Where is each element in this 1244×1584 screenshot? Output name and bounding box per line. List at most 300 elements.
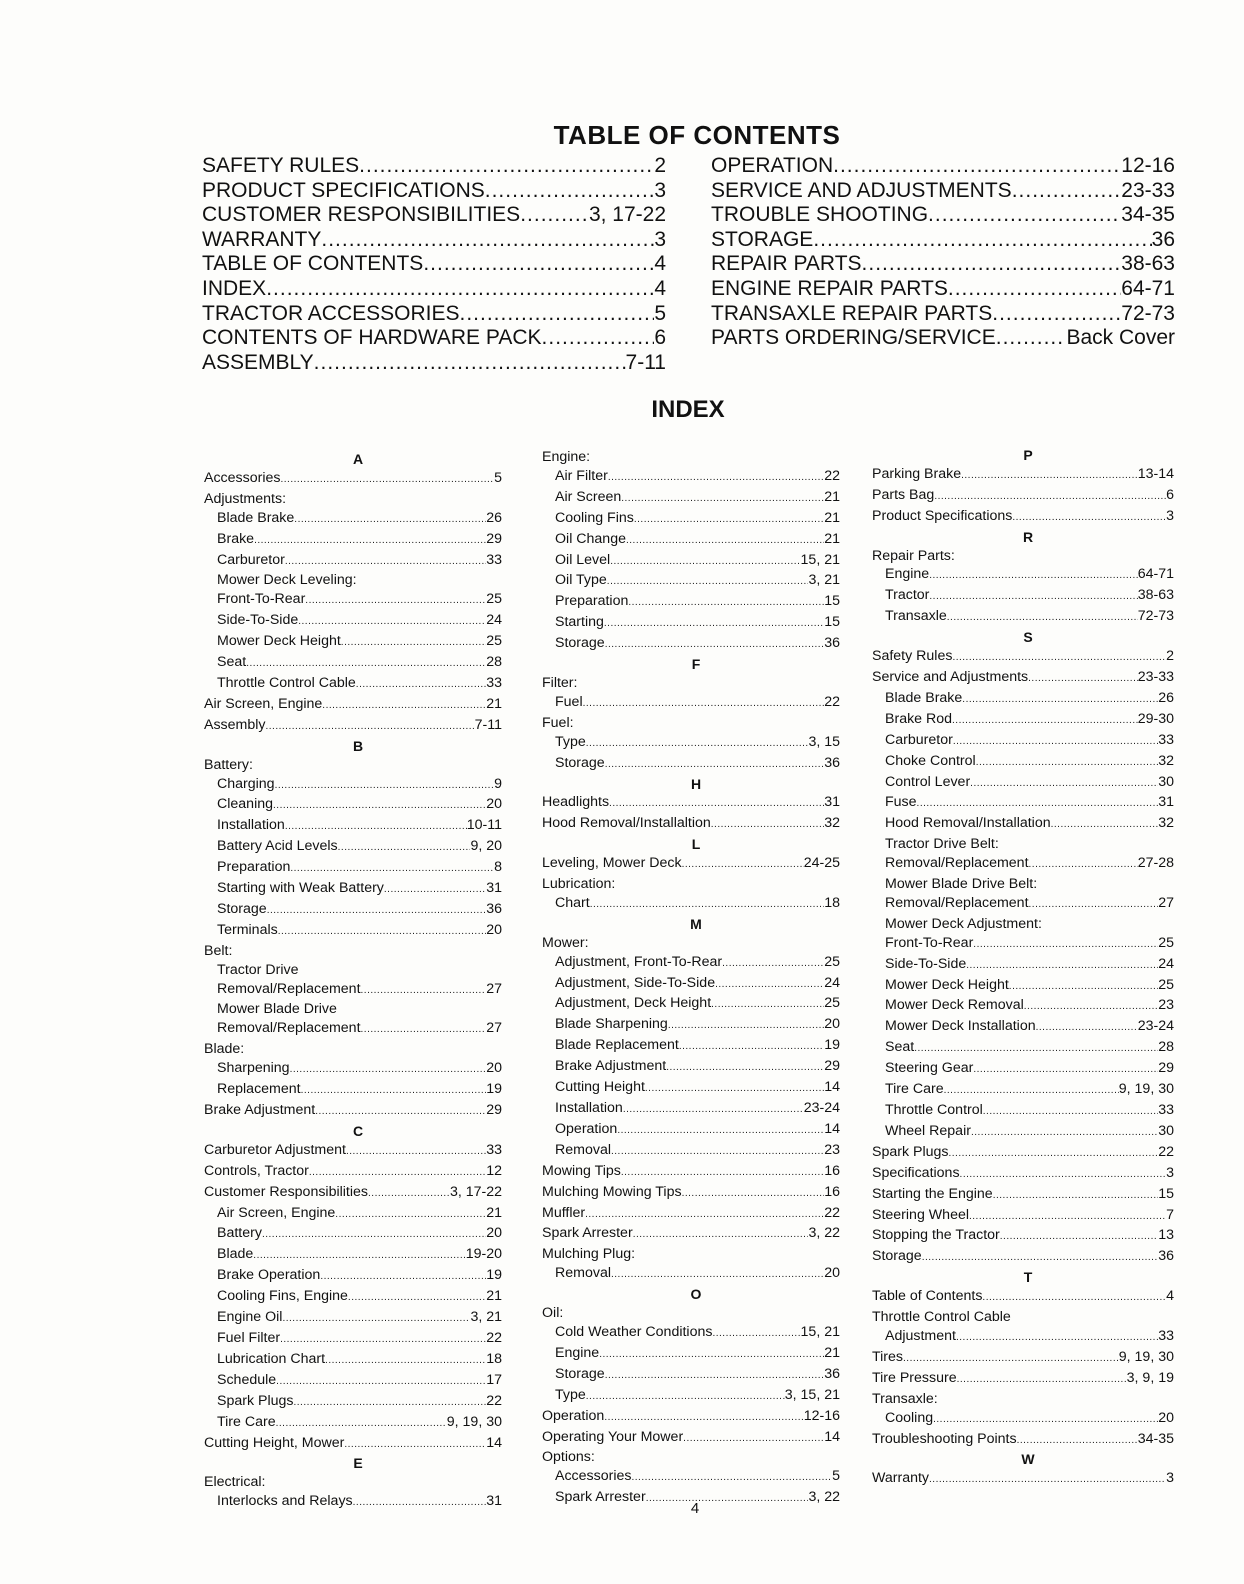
index-entry (542, 693, 840, 714)
index-entry-term: Blade Brake (885, 689, 963, 706)
dot-leader (301, 1080, 487, 1101)
index-entry-term: Storage (872, 1248, 922, 1265)
index-entry (542, 793, 840, 814)
index-entry-term: Preparation (217, 859, 291, 876)
toc-entry (202, 228, 666, 253)
dot-leader (611, 1141, 824, 1162)
index-entry (872, 465, 1174, 486)
index-entry (542, 1120, 840, 1141)
toc-entry-page: 38-63 (1121, 252, 1175, 276)
index-entry (542, 894, 840, 915)
index-entry (204, 1080, 502, 1101)
index-entry (542, 1057, 840, 1078)
index-entry (204, 961, 502, 980)
index-entry (204, 695, 502, 716)
dot-leader (290, 858, 494, 879)
index-entry-term: Brake Adjustment (555, 1058, 667, 1075)
index-entry-page: 31 (486, 880, 502, 897)
toc-left-column (202, 154, 666, 375)
index-entry-page: 5 (494, 469, 502, 486)
index-entry (542, 1304, 840, 1323)
index-entry (542, 994, 840, 1015)
dot-leader (969, 1206, 1166, 1227)
dot-leader (607, 571, 809, 592)
index-entry (872, 1348, 1174, 1369)
index-entry-page: 30 (1158, 773, 1174, 790)
toc-entry-title: ENGINE REPAIR PARTS (711, 276, 948, 300)
index-entry-term: Removal/Replacement (885, 894, 1029, 911)
index-entry (872, 1327, 1174, 1348)
index-entry (204, 1392, 502, 1413)
index-entry (542, 1264, 840, 1285)
index-entry (872, 1409, 1174, 1430)
index-entry-term: Electrical: (204, 1474, 266, 1491)
page-number: 4 (690, 1500, 700, 1517)
dot-leader (813, 228, 1151, 253)
index-entry-term: Fuel Filter (217, 1329, 281, 1346)
index-entry (204, 674, 502, 695)
index-entry-page: 36 (1158, 1248, 1174, 1265)
index-entry (542, 1245, 840, 1264)
index-entry (204, 980, 502, 1001)
dot-leader (520, 203, 589, 228)
index-entry-page: 25 (1158, 934, 1174, 951)
index-entry-page: 23 (824, 1141, 840, 1158)
index-entry (872, 486, 1174, 507)
index-entry (872, 1185, 1174, 1206)
index-entry-term: Front-To-Rear (885, 934, 974, 951)
index-entry-page: 20 (486, 921, 502, 938)
index-entry-term: Repair Parts: (872, 547, 955, 564)
index-entry (872, 710, 1174, 731)
index-entry-page: 3, 9, 19 (1126, 1369, 1174, 1386)
index-entry (872, 814, 1174, 835)
dot-leader (314, 351, 626, 376)
index-entry-term: Front-To-Rear (217, 591, 306, 608)
dot-leader (933, 1409, 1158, 1430)
toc-entry (711, 203, 1175, 228)
index-entry-term: Spark Arrester (542, 1225, 633, 1242)
index-entry-term: Seat (217, 654, 247, 671)
index-entry-term: Fuel (555, 693, 583, 710)
toc-entry-page: 6 (654, 326, 666, 350)
index-entry (204, 571, 502, 590)
dot-leader (621, 1162, 824, 1183)
index-entry (204, 1413, 502, 1434)
index-entry-term: Blade (217, 1246, 254, 1263)
dot-leader (605, 754, 825, 775)
dot-leader (961, 465, 1138, 486)
index-entry (542, 1162, 840, 1183)
index-entry (542, 754, 840, 775)
index-entry-term: Starting the Engine (872, 1185, 993, 1202)
toc-entry-title: TRANSAXLE REPAIR PARTS (711, 301, 993, 325)
toc-entry-title: SERVICE AND ADJUSTMENTS (711, 178, 1012, 202)
toc-entry-page: 23-33 (1121, 178, 1175, 202)
index-entry-page: 10-11 (466, 817, 502, 834)
toc-entry-page: 12-16 (1121, 154, 1175, 177)
index-entry (872, 1017, 1174, 1038)
index-entry-term: Installation (217, 817, 285, 834)
index-entry (542, 592, 840, 613)
dot-leader (992, 302, 1121, 327)
index-entry (872, 1164, 1174, 1185)
dot-leader (309, 1162, 486, 1183)
dot-leader (585, 1204, 824, 1225)
index-entry-page: 21 (486, 1288, 502, 1305)
index-entry-term: Service and Adjustments (872, 668, 1029, 685)
index-letter-heading: O (690, 1286, 702, 1303)
index-entry (204, 1492, 502, 1513)
index-entry-term: Type (555, 1386, 586, 1403)
index-entry (872, 773, 1174, 794)
index-entry-page: 32 (1158, 815, 1174, 832)
dot-leader (628, 592, 824, 613)
index-entry (204, 795, 502, 816)
index-entry (872, 1390, 1174, 1409)
dot-leader (715, 974, 824, 995)
index-entry (542, 1204, 840, 1225)
index-entry-term: Blade Brake (217, 509, 295, 526)
index-entry (204, 1141, 502, 1162)
index-entry (204, 1204, 502, 1225)
index-entry-term: Air Screen, Engine (217, 1204, 336, 1221)
index-entry (204, 1308, 502, 1329)
toc-entry (711, 252, 1175, 277)
index-entry (542, 1015, 840, 1036)
index-entry-term: Battery Acid Levels (217, 838, 338, 855)
index-entry-page: 32 (1158, 752, 1174, 769)
index-entry-term: Installation (555, 1100, 623, 1116)
index-entry-page: 3 (1166, 507, 1174, 524)
dot-leader (944, 1080, 1119, 1101)
index-entry-page: 22 (824, 1204, 840, 1221)
index-entry (204, 1371, 502, 1392)
dot-leader (586, 1386, 785, 1407)
dot-leader (276, 1413, 447, 1434)
dot-leader (590, 894, 825, 915)
dot-leader (361, 1019, 487, 1040)
index-entry (542, 1428, 840, 1449)
dot-leader (542, 326, 655, 351)
toc-entry-title: TRACTOR ACCESSORIES (202, 301, 460, 325)
index-entry (542, 1099, 840, 1120)
dot-leader (278, 921, 487, 942)
index-entry-term: Throttle Control Cable (217, 674, 356, 691)
dot-leader (356, 674, 486, 695)
toc-entry-title: PRODUCT SPECIFICATIONS (202, 178, 485, 202)
index-entry-term: Schedule (217, 1371, 277, 1388)
toc-entry (711, 179, 1175, 204)
index-entry-page: 3, 15 (808, 733, 840, 750)
index-entry-page: 20 (824, 1016, 840, 1033)
index-entry (872, 752, 1174, 773)
index-entry (204, 921, 502, 942)
index-entry-page: 29 (486, 530, 502, 547)
dot-leader (617, 1120, 824, 1141)
dot-leader (966, 955, 1158, 976)
index-entry (542, 814, 840, 835)
index-entry (204, 1245, 502, 1266)
dot-leader (722, 953, 824, 974)
index-entry (542, 634, 840, 655)
index-entry (872, 976, 1174, 997)
index-entry-page: 2 (1166, 648, 1174, 665)
dot-leader (604, 1407, 803, 1428)
index-entry-page: 29 (1158, 1060, 1174, 1077)
index-entry-page: 24 (486, 612, 502, 629)
index-entry-term: Transaxle: (872, 1390, 938, 1407)
index-entry-page: 21 (486, 695, 502, 712)
index-entry (204, 509, 502, 530)
index-letter-heading: M (690, 915, 702, 932)
index-entry-term: Control Lever (885, 773, 971, 790)
index-entry-term: Removal (555, 1265, 611, 1282)
index-entry (542, 1036, 840, 1057)
index-entry-page: 15 (824, 614, 840, 631)
index-entry-page: 24-25 (803, 855, 840, 872)
index-letter-heading: F (691, 656, 701, 673)
index-entry-term: Removal/Replacement (885, 855, 1029, 872)
index-entry-page: 14 (824, 1120, 840, 1137)
index-entry-term: Throttle Control (885, 1102, 983, 1118)
index-entry-page: 19 (824, 1037, 840, 1054)
index-entry (204, 900, 502, 921)
index-entry (872, 689, 1174, 710)
dot-leader (353, 1492, 487, 1513)
index-entry-term: Storage (555, 635, 605, 652)
toc-entry-title: INDEX (202, 276, 267, 300)
index-entry-page: 25 (486, 591, 502, 608)
index-entry-page: 26 (1158, 689, 1174, 706)
index-entry-term: Sharpening (217, 1060, 290, 1077)
index-entry-term: Leveling, Mower Deck (542, 855, 682, 872)
dot-leader (952, 647, 1166, 668)
dot-leader (631, 1467, 832, 1488)
toc-entry (711, 154, 1175, 179)
index-entry (204, 1266, 502, 1287)
index-entry-term: Engine: (542, 449, 591, 465)
index-entry-term: Hood Removal/Installation (885, 815, 1051, 832)
index-entry-term: Storage (555, 1365, 605, 1382)
index-entry (542, 953, 840, 974)
index-entry-page: 13-14 (1137, 465, 1174, 482)
index-entry (872, 507, 1174, 528)
toc-entry-title: ASSEMBLY (202, 350, 314, 374)
index-entry (872, 835, 1174, 854)
index-entry-page: 22 (824, 693, 840, 710)
index-entry (542, 613, 840, 634)
index-entry-term: Product Specifications (872, 507, 1013, 524)
dot-leader (583, 693, 825, 714)
index-entry (872, 647, 1174, 668)
index-entry (542, 1448, 840, 1467)
index-entry (542, 551, 840, 572)
index-entry (872, 668, 1174, 689)
dot-leader (976, 752, 1159, 773)
index-entry-page: 21 (824, 509, 840, 526)
dot-leader (359, 154, 654, 179)
index-entry-page: 31 (824, 794, 840, 811)
toc-entry (711, 326, 1175, 351)
dot-leader (623, 1099, 804, 1120)
toc-heading: TABLE OF CONTENTS (553, 120, 841, 150)
index-entry-page: 16 (824, 1162, 840, 1179)
index-entry-page: 12-16 (803, 1407, 840, 1424)
index-entry (872, 1469, 1174, 1490)
index-entry-term: Adjustment, Deck Height (555, 995, 712, 1012)
index-letter-heading: T (1023, 1269, 1033, 1286)
index-entry-term: Tractor Drive Belt: (885, 836, 999, 853)
index-entry-page: 15, 21 (800, 551, 840, 568)
index-entry-term: Stopping the Tractor (872, 1227, 1000, 1244)
index-entry-page: 18 (486, 1350, 502, 1367)
index-entry-page: 22 (486, 1392, 502, 1409)
index-entry (542, 1183, 840, 1204)
index-entry (542, 733, 840, 754)
index-entry-term: Starting with Weak Battery (217, 880, 384, 897)
index-entry (542, 1141, 840, 1162)
index-column-3 (872, 446, 1174, 1490)
index-entry-term: Tractor Drive (217, 961, 299, 978)
index-entry (542, 1224, 840, 1245)
toc-entry (711, 277, 1175, 302)
index-entry (542, 875, 840, 894)
index-entry (872, 1206, 1174, 1227)
dot-leader (280, 469, 494, 490)
dot-leader (361, 980, 487, 1001)
dot-leader (634, 509, 824, 530)
index-entry-term: Throttle Control Cable (872, 1309, 1011, 1326)
index-entry-page: 9, 19, 30 (1118, 1081, 1174, 1098)
index-column-1 (204, 450, 502, 1513)
index-entry-term: Specifications (872, 1164, 960, 1181)
dot-leader (605, 634, 825, 655)
index-entry-page: 17 (486, 1371, 502, 1388)
index-entry-term: Removal (555, 1141, 611, 1158)
index-entry (542, 1078, 840, 1099)
toc-entry (202, 203, 666, 228)
index-entry-page: 27 (1158, 894, 1174, 911)
index-entry-page: 19 (486, 1267, 502, 1284)
index-entry-term: Table of Contents (872, 1288, 983, 1305)
index-entry-term: Mulching Mowing Tips (542, 1183, 682, 1200)
dot-leader (1051, 814, 1159, 835)
index-entry-page: 3, 22 (808, 1225, 840, 1242)
index-entry-page: 36 (824, 754, 840, 771)
index-entry-page: 20 (486, 796, 502, 813)
index-entry (872, 607, 1174, 628)
dot-leader (973, 1059, 1158, 1080)
index-entry-term: Tractor (885, 587, 930, 604)
index-entry (204, 1000, 502, 1019)
dot-leader (368, 1183, 450, 1204)
index-entry (542, 1344, 840, 1365)
index-entry-term: Side-To-Side (217, 612, 299, 629)
index-entry-page: 9, 20 (470, 838, 502, 855)
toc-entry-title: OPERATION (711, 154, 834, 177)
index-entry-page: 22 (824, 467, 840, 484)
index-entry-term: Adjustment, Front-To-Rear (555, 953, 723, 970)
index-entry (872, 565, 1174, 586)
toc-entry-page: 4 (654, 252, 666, 276)
index-entry-page: 8 (494, 859, 502, 876)
index-entry (872, 996, 1174, 1017)
toc-entry-page: 4 (654, 276, 666, 300)
dot-leader (290, 1059, 487, 1080)
dot-leader (338, 837, 471, 858)
index-entry-page: 36 (486, 900, 502, 917)
index-entry-page: 13 (1158, 1227, 1174, 1244)
index-entry-page: 14 (824, 1079, 840, 1096)
index-entry (872, 915, 1174, 934)
dot-leader (862, 252, 1122, 277)
dot-leader (294, 1392, 487, 1413)
index-entry (872, 1287, 1174, 1308)
index-entry (204, 1059, 502, 1080)
dot-leader (266, 277, 654, 302)
index-entry-term: Tire Pressure (872, 1369, 957, 1386)
index-entry-page: 22 (486, 1329, 502, 1346)
toc-entry-title: TROUBLE SHOOTING (711, 203, 929, 227)
toc-entry-page: 3, 17-22 (588, 203, 666, 227)
index-entry-term: Air Screen, Engine (204, 695, 323, 712)
index-entry-term: Filter: (542, 674, 578, 691)
index-entry-page: 16 (824, 1183, 840, 1200)
index-entry-term: Interlocks and Relays (217, 1493, 353, 1510)
index-entry-page: 36 (824, 635, 840, 652)
index-entry-term: Adjustment, Side-To-Side (555, 974, 716, 991)
dot-leader (962, 689, 1158, 710)
index-entry-page: 7-11 (474, 716, 502, 733)
index-entry-page: 25 (824, 995, 840, 1012)
index-entry-page: 32 (824, 815, 840, 832)
dot-leader (929, 565, 1138, 586)
dot-leader (996, 326, 1067, 351)
index-entry (872, 875, 1174, 894)
dot-leader (266, 716, 475, 737)
index-entry-term: Oil Type (555, 572, 607, 589)
index-entry (204, 653, 502, 674)
index-entry-term: Cooling Fins (555, 509, 634, 526)
index-entry-term: Mower: (542, 934, 589, 951)
index-entry-term: Tire Care (885, 1081, 944, 1098)
index-entry-term: Cooling (885, 1409, 934, 1426)
index-entry-page: 25 (1158, 976, 1174, 993)
index-entry (872, 793, 1174, 814)
index-entry (872, 1226, 1174, 1247)
index-entry-page: 33 (486, 551, 502, 568)
dot-leader (971, 1122, 1158, 1143)
index-entry-page: 21 (824, 530, 840, 547)
index-entry-page: 3 (1166, 1470, 1174, 1487)
index-entry (872, 955, 1174, 976)
index-entry-term: Engine (555, 1344, 600, 1361)
dot-leader (1000, 1226, 1158, 1247)
index-entry (872, 1080, 1174, 1101)
index-entry-term: Brake Adjustment (204, 1102, 316, 1118)
index-entry-page: 5 (832, 1468, 840, 1485)
toc-entry-title: PARTS ORDERING/SERVICE (711, 326, 996, 350)
dot-leader (246, 653, 486, 674)
dot-leader (599, 1344, 824, 1365)
dot-leader (485, 179, 655, 204)
index-entry-page: 9 (494, 775, 502, 792)
index-entry-page: 36 (824, 1365, 840, 1382)
index-entry (204, 775, 502, 796)
index-entry-page: 33 (1158, 1102, 1174, 1118)
index-entry-page: 9, 19, 30 (1118, 1348, 1174, 1365)
